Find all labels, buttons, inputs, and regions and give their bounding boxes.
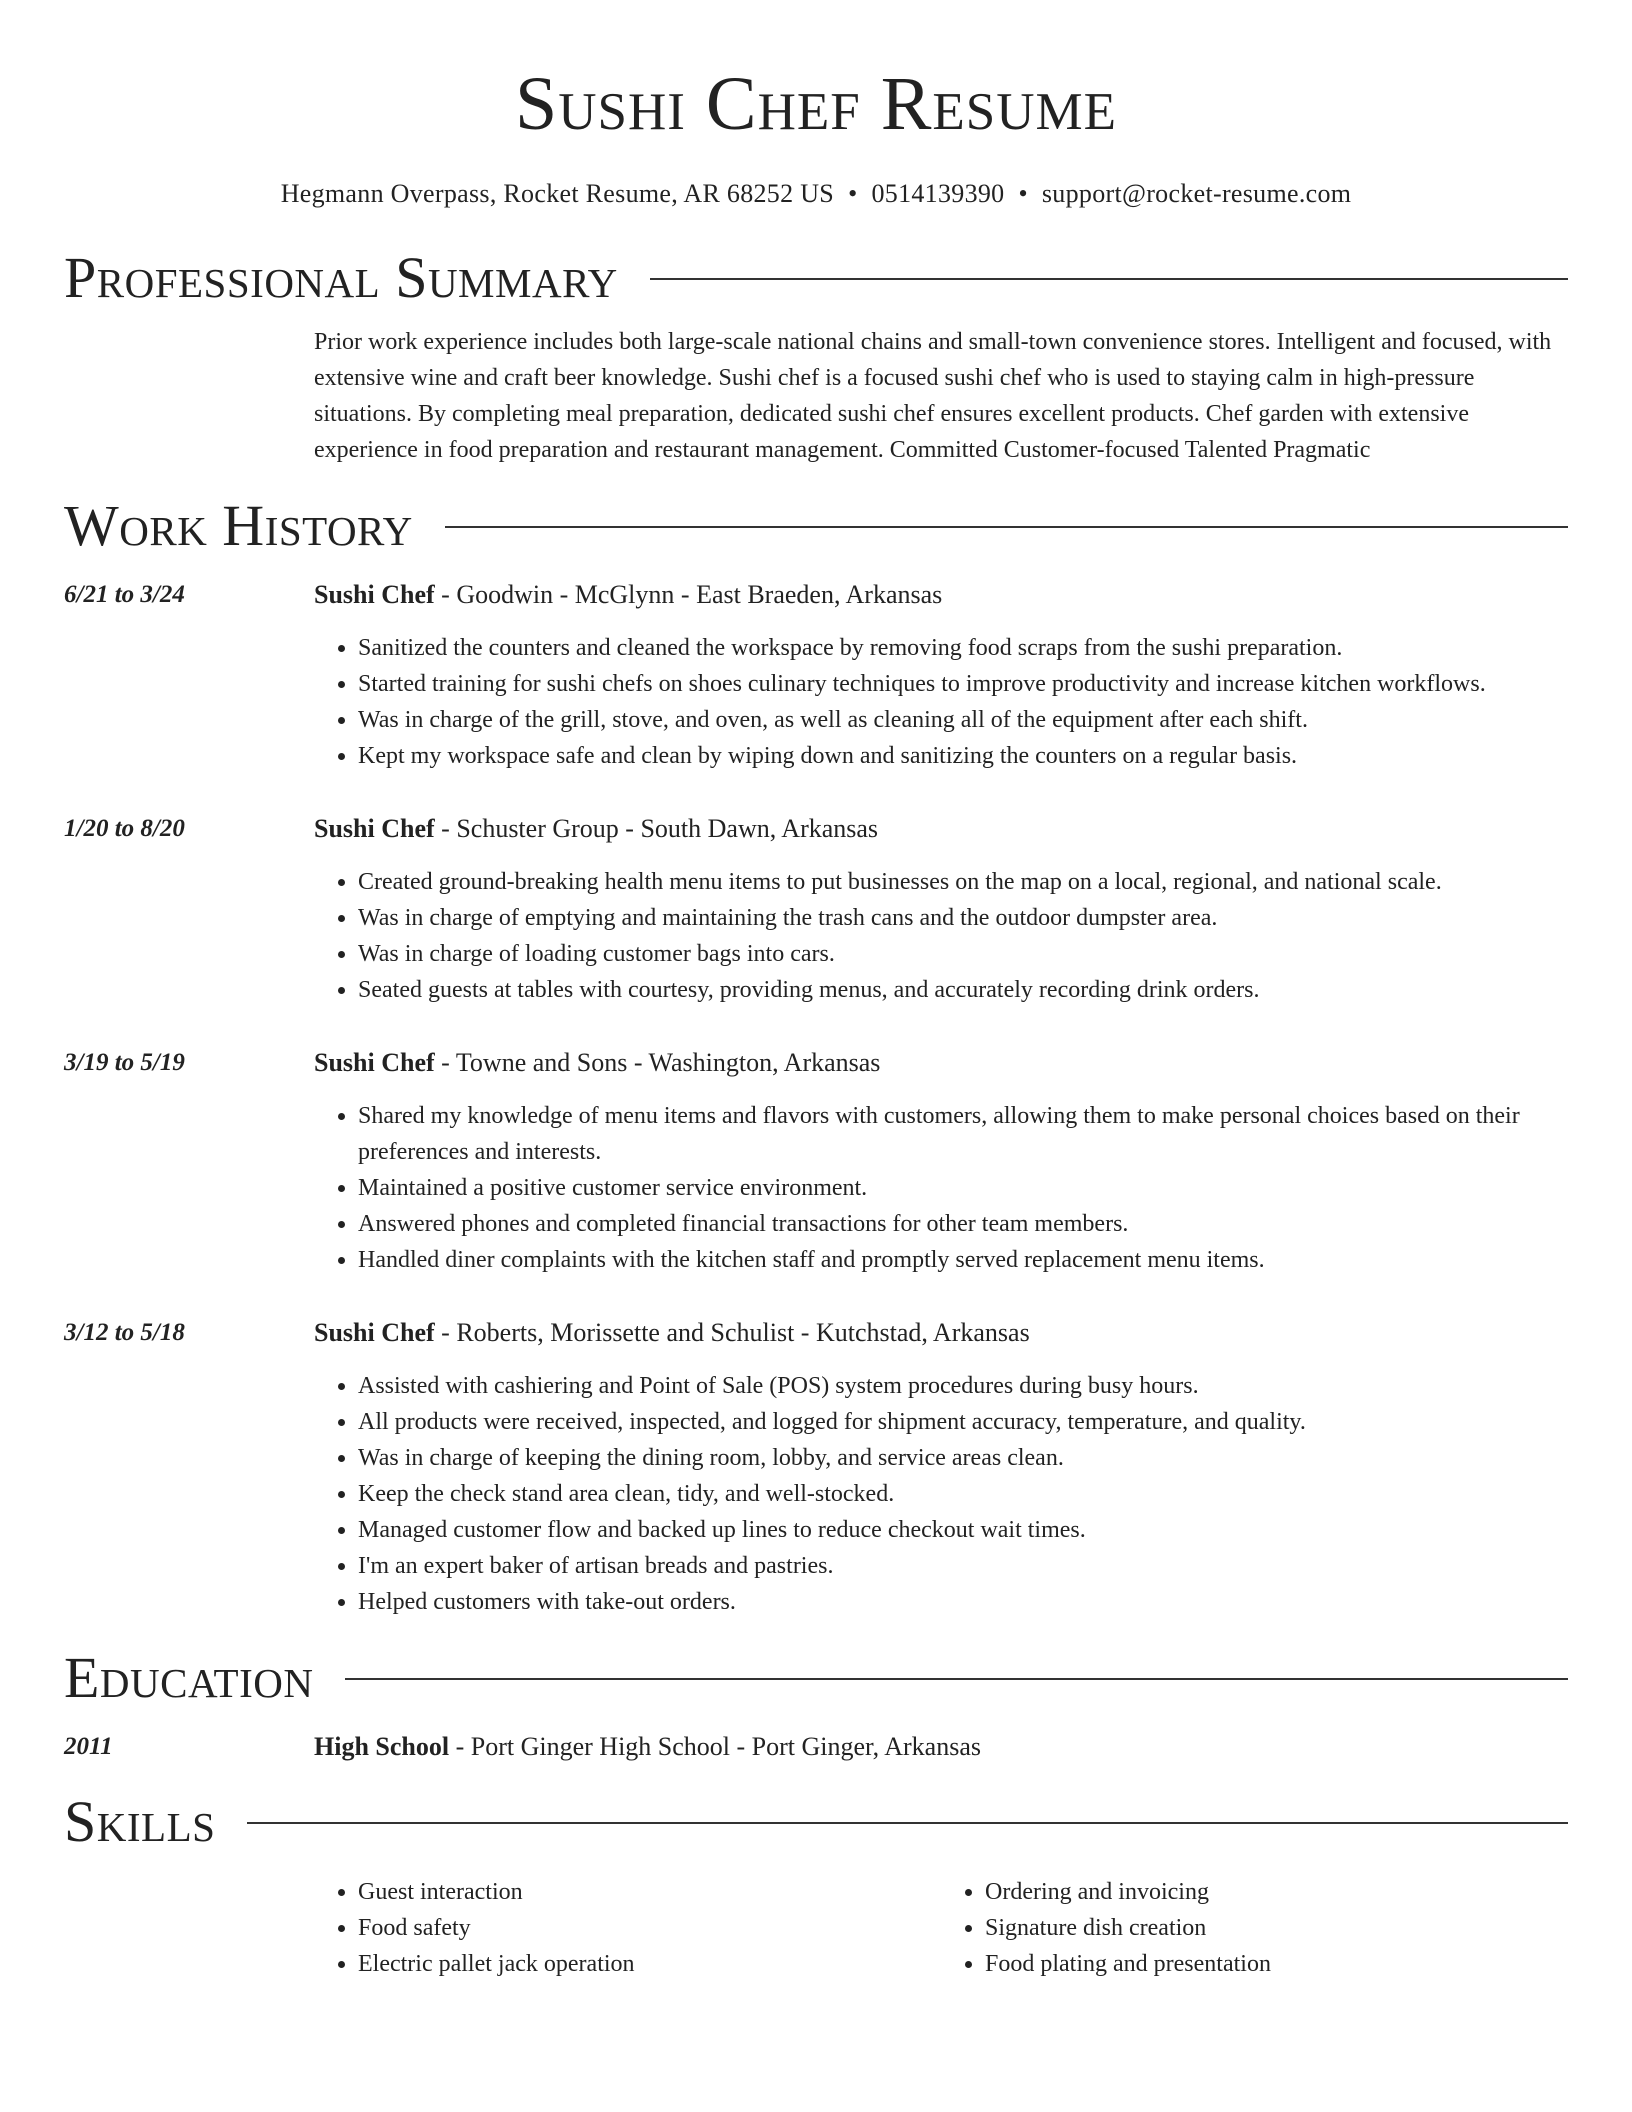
list-item: • Kept my workspace safe and clean by wiping down and sanitizing the counters on a regular basis. [358, 738, 1568, 774]
education-year: 2011 [64, 1733, 113, 1760]
job-header [314, 578, 1568, 612]
work-history-list [64, 578, 1568, 1620]
job-details: - Roberts, Morissette and Schulist - Kutchstad, Arkansas [434, 1318, 1030, 1347]
education-degree: High School [314, 1732, 450, 1761]
job-dates: 3/19 to 5/19 [64, 1049, 185, 1076]
summary-heading: Professional Summary [64, 245, 618, 310]
list-item: • Sanitized the counters and cleaned the workspace by removing food scraps from the sushi preparation. [358, 630, 1568, 666]
job-details: - Goodwin - McGlynn - East Braeden, Arkansas [434, 580, 943, 609]
list-item: • Was in charge of keeping the dining room, lobby, and service areas clean. [358, 1440, 1568, 1476]
list-item: • Managed customer flow and backed up lines to reduce checkout wait times. [358, 1512, 1568, 1548]
resume-title: Sushi Chef Resume [514, 62, 1118, 146]
job-header [314, 812, 1568, 846]
job-details: - Schuster Group - South Dawn, Arkansas [434, 814, 879, 843]
job-dates: 3/12 to 5/18 [64, 1319, 185, 1346]
job-bullets [314, 1098, 1568, 1278]
list-item: • Was in charge of the grill, stove, and oven, as well as cleaning all of the equipment after each shift. [358, 702, 1568, 738]
job-bullets [314, 1368, 1568, 1620]
summary-row [64, 324, 1568, 468]
skill-item: • Signature dish creation [985, 1910, 1568, 1946]
list-item: • Assisted with cashiering and Point of Sale (POS) system procedures during busy hours. [358, 1368, 1568, 1404]
job-entry [64, 578, 1568, 774]
list-item: • Created ground-breaking health menu items to put businesses on the map on a local, regional, and national scale. [358, 864, 1568, 900]
skill-item: • Ordering and invoicing [985, 1874, 1568, 1910]
section-divider [650, 278, 1568, 280]
list-item: • Handled diner complaints with the kitchen staff and promptly served replacement menu items. [358, 1242, 1568, 1278]
contact-separator: • [848, 179, 858, 208]
list-item: • Keep the check stand area clean, tidy, and well-stocked. [358, 1476, 1568, 1512]
list-item: • I'm an expert baker of artisan breads and pastries. [358, 1548, 1568, 1584]
contact-line [64, 178, 1568, 210]
job-header [314, 1316, 1568, 1350]
job-title: Sushi Chef [314, 814, 435, 843]
job-header [314, 1046, 1568, 1080]
job-entry [64, 1316, 1568, 1620]
skill-item: • Guest interaction [358, 1874, 941, 1910]
list-item: • Answered phones and completed financial transactions for other team members. [358, 1206, 1568, 1242]
summary-text: Prior work experience includes both large-scale national chains and small-town convenience stores. Intelligent and focused, with extensive wine and craft beer knowledge. Sushi chef is a focused sushi chef who is used to staying calm in high-pressure situations. By completing meal preparation, dedicated sushi chef ensures excellent products. Chef garden with extensive experience in food preparation and restaurant management. Committed Customer-focused Talented Pragmatic [314, 329, 1552, 463]
job-bullets [314, 864, 1568, 1008]
list-item: • Shared my knowledge of menu items and flavors with customers, allowing them to make personal choices based on their preferences and interests. [358, 1098, 1568, 1170]
job-title: Sushi Chef [314, 1048, 435, 1077]
education-header [314, 1730, 1568, 1764]
education-entry [64, 1730, 1568, 1764]
list-item: • Was in charge of loading customer bags into cars. [358, 936, 1568, 972]
skill-item: • Electric pallet jack operation [358, 1946, 941, 1982]
job-details: - Towne and Sons - Washington, Arkansas [434, 1048, 881, 1077]
work-heading: Work History [64, 493, 413, 558]
education-heading: Education [64, 1645, 314, 1710]
summary-section-header [64, 246, 1568, 310]
skills-column-right [941, 1874, 1568, 1982]
skills-grid [314, 1874, 1568, 1982]
job-bullets [314, 630, 1568, 774]
job-dates: 1/20 to 8/20 [64, 815, 185, 842]
work-section-header [64, 494, 1568, 558]
contact-phone: 0514139390 [871, 179, 1005, 208]
education-section-header [64, 1646, 1568, 1710]
skills-row [64, 1874, 1568, 1982]
list-item: • All products were received, inspected, and logged for shipment accuracy, temperature, and quality. [358, 1404, 1568, 1440]
skills-column-left [314, 1874, 941, 1982]
skills-heading: Skills [64, 1789, 216, 1854]
job-title: Sushi Chef [314, 1318, 435, 1347]
job-entry [64, 1046, 1568, 1278]
list-item: • Seated guests at tables with courtesy, providing menus, and accurately recording drink orders. [358, 972, 1568, 1008]
job-entry [64, 812, 1568, 1008]
section-divider [247, 1822, 1568, 1824]
skill-item: • Food plating and presentation [985, 1946, 1568, 1982]
list-item: • Was in charge of emptying and maintaining the trash cans and the outdoor dumpster area. [358, 900, 1568, 936]
skill-item: • Food safety [358, 1910, 941, 1946]
education-details: - Port Ginger High School - Port Ginger, Arkansas [449, 1732, 981, 1761]
section-divider [345, 1678, 1568, 1680]
job-dates: 6/21 to 3/24 [64, 581, 185, 608]
contact-email: support@rocket-resume.com [1041, 179, 1352, 208]
job-title: Sushi Chef [314, 580, 435, 609]
list-item: • Helped customers with take-out orders. [358, 1584, 1568, 1620]
skills-section-header [64, 1790, 1568, 1854]
list-item: • Started training for sushi chefs on shoes culinary techniques to improve productivity and increase kitchen workflows. [358, 666, 1568, 702]
list-item: • Maintained a positive customer service environment. [358, 1170, 1568, 1206]
contact-separator: • [1018, 179, 1028, 208]
contact-address: Hegmann Overpass, Rocket Resume, AR 68252 US [280, 179, 835, 208]
section-divider [445, 526, 1568, 528]
